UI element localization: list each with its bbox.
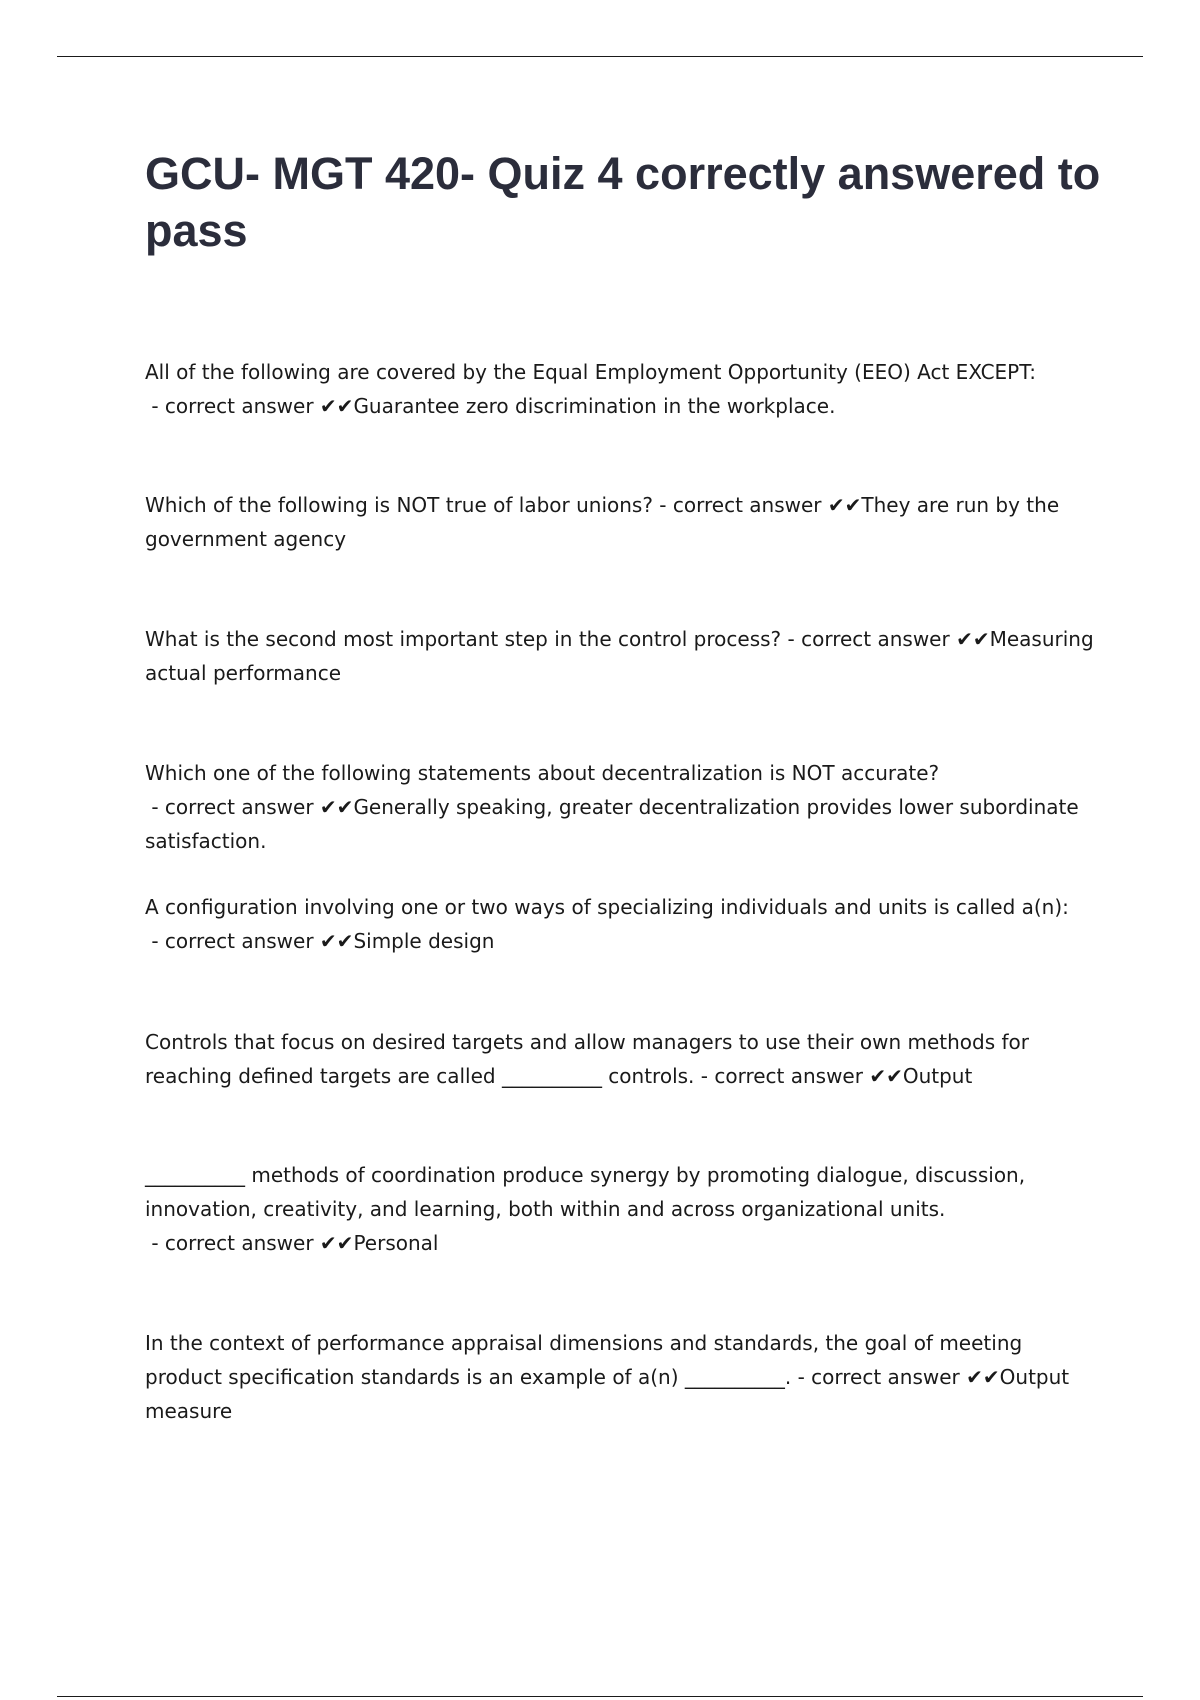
question-text: A configuration involving one or two ways of specializing individuals and units is called a(n): (145, 895, 1069, 919)
qa-item-1 (145, 355, 1095, 423)
question-text: Controls that focus on desired targets and allow managers to use their own methods for reaching defined targets are called __________ controls. (145, 1030, 1030, 1088)
answer-separator: - correct answer ✔✔ (145, 795, 354, 819)
answer-text: Simple design (353, 929, 495, 953)
answer-separator: - correct answer ✔✔ (791, 1365, 1000, 1389)
question-text: In the context of performance appraisal dimensions and standards, the goal of meeting product specification standards is an example of a(n) __________. (145, 1331, 1023, 1389)
qa-item-3 (145, 622, 1095, 690)
qa-item-8 (145, 1326, 1095, 1428)
qa-item-6 (145, 1025, 1095, 1093)
answer-text: Measuring actual performance (145, 627, 1094, 685)
bottom-rule (57, 1696, 1143, 1697)
answer-separator: - correct answer ✔✔ (781, 627, 990, 651)
answer-text: Personal (353, 1231, 439, 1255)
qa-item-5 (145, 890, 1095, 958)
answer-text: Generally speaking, greater decentralization provides lower subordinate satisfaction. (145, 795, 1079, 853)
answer-separator: - correct answer ✔✔ (694, 1064, 903, 1088)
answer-separator: - correct answer ✔✔ (145, 1231, 354, 1255)
top-rule (57, 56, 1143, 57)
answer-text: Output (902, 1064, 973, 1088)
qa-item-4 (145, 756, 1095, 858)
question-text: All of the following are covered by the Equal Employment Opportunity (EEO) Act EXCEPT: (145, 360, 1036, 384)
answer-text: They are run by the government agency (145, 493, 1060, 551)
answer-text: Output measure (145, 1365, 1070, 1423)
qa-item-7 (145, 1158, 1095, 1260)
answer-separator: - correct answer ✔✔ (145, 394, 354, 418)
question-text: What is the second most important step in the control process? (145, 627, 782, 651)
question-text: __________ methods of coordination produce synergy by promoting dialogue, discussion, innovation, creativity, and learning, both within and across organizational units. (145, 1163, 1026, 1221)
answer-separator: - correct answer ✔✔ (145, 929, 354, 953)
question-text: Which one of the following statements about decentralization is NOT accurate? (145, 761, 940, 785)
qa-item-2 (145, 488, 1095, 556)
document-title: GCU- MGT 420- Quiz 4 correctly answered to pass (145, 148, 1101, 256)
answer-separator: - correct answer ✔✔ (652, 493, 862, 517)
answer-text: Guarantee zero discrimination in the workplace. (353, 394, 836, 418)
question-text: Which of the following is NOT true of labor unions? (145, 493, 653, 517)
